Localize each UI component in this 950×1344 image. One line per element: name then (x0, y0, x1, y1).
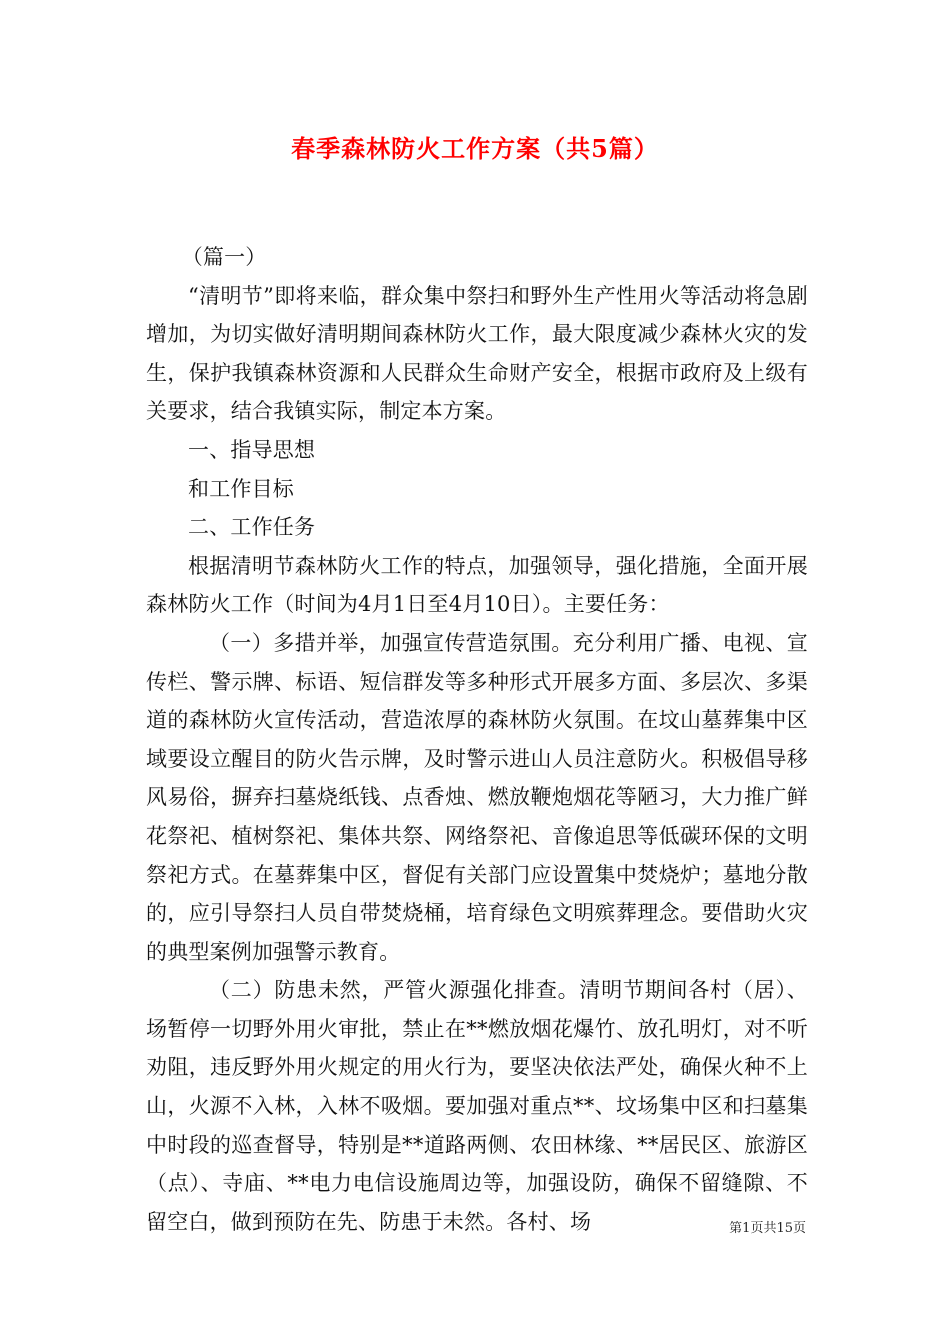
paragraph-tasks-overview: 根据清明节森林防火工作的特点，加强领导，强化措施，全面开展森林防火工作（时间为4月1日至4月10日）。主要任务： (146, 553, 808, 617)
heading-work-tasks: 二、工作任务 (188, 515, 316, 540)
paragraph-task-one: （一）多措并举，加强宣传营造氛围。充分利用广播、电视、宣传栏、警示牌、标语、短信群发等多种形式开展多方面、多层次、多渠道的森林防火宣传活动，营造浓厚的森林防火氛围。在坟山墓葬集中区域要设立醒目的防火告示牌，及时警示进山人员注意防火。积极倡导移风易俗，摒弃扫墓烧纸钱、点香烛、燃放鞭炮烟花等陋习，大力推广鲜花祭祀、植树祭祀、集体共祭、网络祭祀、音像追思等低碳环保的文明祭祀方式。在墓葬集中区，督促有关部门应设置集中焚烧炉；墓地分散的，应引导祭扫人员自带焚烧桶，培育绿色文明殡葬理念。要借助火灾的典型案例加强警示教育。 (146, 630, 808, 964)
heading-work-goal: 和工作目标 (188, 476, 294, 501)
heading-guiding-thought: 一、指导思想 (188, 437, 316, 462)
paragraph-task-two: （二）防患未然，严管火源强化排查。清明节期间各村（居）、场暂停一切野外用火审批，禁止在**燃放烟花爆竹、放孔明灯，对不听劝阻，违反野外用火规定的用火行为，要坚决依法严处，确保火种不上山，火源不入林，入林不吸烟。要加强对重点**、坟场集中区和扫墓集中时段的巡查督导，特别是**道路两侧、农田林缘、**居民区、旅游区（点）、寺庙、**电力电信设施周边等，加强设防，确保不留缝隙、不留空白，做到预防在先、防患于未然。各村、场 (146, 978, 808, 1234)
page-footer: 第1页共15页 (729, 1221, 806, 1236)
section-label: （篇一） (181, 245, 267, 269)
document-body (146, 238, 808, 1241)
paragraph-intro: “清明节”即将来临，群众集中祭扫和野外生产性用火等活动将急剧增加，为切实做好清明期间森林防火工作，最大限度减少森林火灾的发生，保护我镇森林资源和人民群众生命财产安全，根据市政府及上级有关要求，结合我镇实际，制定本方案。 (146, 283, 808, 424)
document-title: 春季森林防火工作方案（共5篇） (291, 134, 659, 163)
